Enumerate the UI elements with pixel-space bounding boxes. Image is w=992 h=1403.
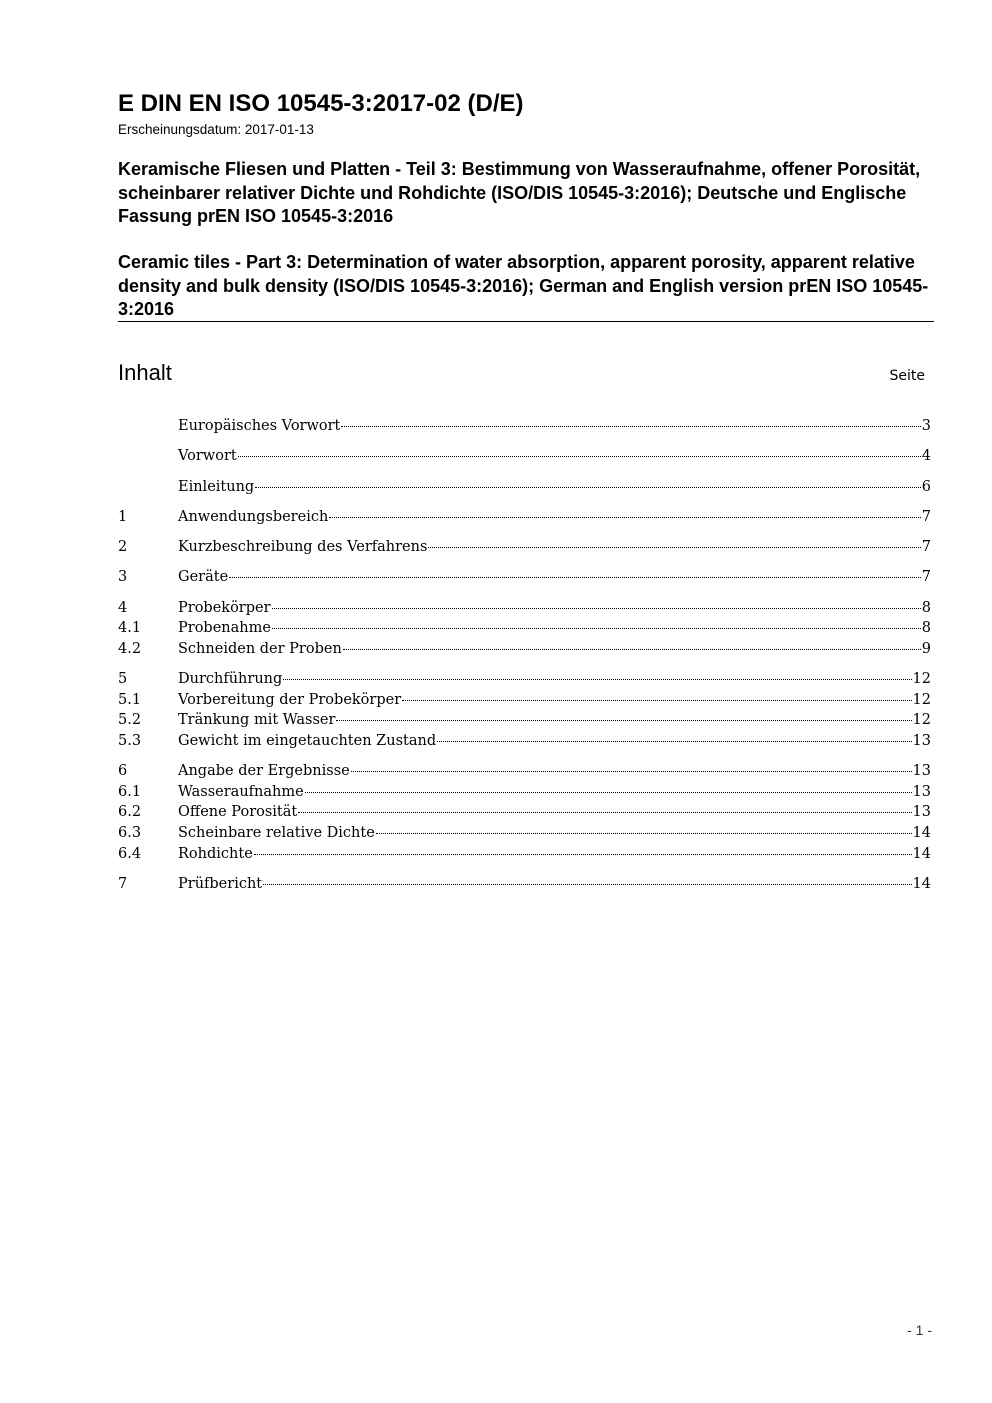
toc-entry-title: Angabe der Ergebnisse xyxy=(178,763,350,780)
publication-date: Erscheinungsdatum: 2017-01-13 xyxy=(118,122,314,137)
toc-entry-number: 1 xyxy=(118,508,128,525)
toc-entry-page: 3 xyxy=(921,418,931,434)
toc-entry-page: 9 xyxy=(921,640,931,657)
title-german: Keramische Fliesen und Platten - Teil 3: Bestimmung von Wasseraufnahme, offener Porosität, scheinbarer relativer Dichte und Rohdichte (ISO/DIS 10545-3:2016); Deutsche und Englische Fassung prEN ISO 10545-3:2016 xyxy=(118,159,921,226)
toc-entry-title: Prüfbericht xyxy=(178,875,263,892)
toc-leader-dots xyxy=(341,426,920,427)
title-divider xyxy=(118,321,934,322)
toc-entry[interactable] xyxy=(118,446,931,467)
toc-entry-number: 6.1 xyxy=(118,783,142,800)
toc-entry-title: Kurzbeschreibung des Verfahrens xyxy=(178,539,428,556)
toc-page-column-label: Seite xyxy=(889,368,925,384)
toc-entry[interactable] xyxy=(118,844,931,865)
toc-entry-number: 6 xyxy=(118,763,128,780)
toc-entry-title: Durchführung xyxy=(178,671,283,688)
toc-entry[interactable] xyxy=(118,507,931,528)
toc-entry-page: 8 xyxy=(921,620,931,637)
toc-entry[interactable] xyxy=(118,618,931,639)
toc-entry-number: 4.1 xyxy=(118,620,142,637)
toc-leader-dots xyxy=(351,771,912,772)
toc-entry[interactable] xyxy=(118,598,931,619)
toc-entry-page: 7 xyxy=(921,539,931,556)
toc-entry-title: Offene Porosität xyxy=(178,804,298,821)
toc-leader-dots xyxy=(229,577,921,578)
toc-entry[interactable] xyxy=(118,477,931,498)
toc-entry-page: 4 xyxy=(921,448,931,465)
toc-entry-title: Vorwort xyxy=(178,448,237,465)
toc-entry-number: 3 xyxy=(118,569,128,586)
page-number: - 1 - xyxy=(907,1322,932,1338)
toc-entry-title: Einleitung xyxy=(178,478,255,495)
toc-entry[interactable] xyxy=(118,782,931,803)
toc-leader-dots xyxy=(238,456,921,457)
toc-entry-number: 5.2 xyxy=(118,712,142,729)
toc-entry[interactable] xyxy=(118,731,931,752)
toc-leader-dots xyxy=(298,812,911,813)
toc-entry-number: 4.2 xyxy=(118,640,142,657)
toc-entry[interactable] xyxy=(118,761,931,782)
toc-entry[interactable] xyxy=(118,416,931,437)
toc-entry-page: 12 xyxy=(912,691,931,708)
toc-entry-title: Schneiden der Proben xyxy=(178,640,342,657)
toc-leader-dots xyxy=(329,517,920,518)
toc-entry[interactable] xyxy=(118,874,931,895)
toc-entry[interactable] xyxy=(118,690,931,711)
toc-entry[interactable] xyxy=(118,823,931,844)
title-english: Ceramic tiles - Part 3: Determination of water absorption, apparent porosity, apparent relative density and bulk density (ISO/DIS 10545-3:2016); German and English version prEN ISO 10545-3:2016 xyxy=(118,252,929,319)
toc-entry-page: 13 xyxy=(912,804,931,821)
toc-leader-dots xyxy=(305,792,912,793)
toc-leader-dots xyxy=(283,679,911,680)
toc-leader-dots xyxy=(376,833,912,834)
toc-leader-dots xyxy=(336,720,911,721)
toc-leader-dots xyxy=(428,547,920,548)
toc-entry-number: 6.2 xyxy=(118,804,142,821)
toc-entry-number: 5 xyxy=(118,671,128,688)
toc-entry-title: Vorbereitung der Probekörper xyxy=(178,691,402,708)
toc-entry-title: Geräte xyxy=(178,569,229,586)
toc-entry-page: 7 xyxy=(921,508,931,525)
toc-entry-page: 14 xyxy=(912,825,931,841)
toc-entry-page: 13 xyxy=(912,763,931,780)
toc-entry-number: 6.4 xyxy=(118,845,142,862)
toc-leader-dots xyxy=(437,741,911,742)
toc-entry-page: 7 xyxy=(921,569,931,586)
toc-entry-title: Wasseraufnahme xyxy=(178,783,304,800)
toc-entry-title: Europäisches Vorwort xyxy=(178,418,341,434)
toc-entry-title: Probekörper xyxy=(178,599,271,616)
toc-entry-page: 13 xyxy=(912,783,931,800)
toc-entry-title: Anwendungsbereich xyxy=(178,508,329,525)
toc-entry-page: 12 xyxy=(912,671,931,688)
toc-entry-page: 8 xyxy=(921,599,931,616)
document-id: E DIN EN ISO 10545-3:2017-02 (D/E) xyxy=(118,90,524,117)
toc-entry-page: 6 xyxy=(921,478,931,495)
toc-entry-title: Scheinbare relative Dichte xyxy=(178,825,375,841)
toc-entry[interactable] xyxy=(118,567,931,588)
toc-entry-page: 14 xyxy=(912,875,931,892)
toc-entry-number: 7 xyxy=(118,875,128,892)
toc-leader-dots xyxy=(343,649,921,650)
toc-leader-dots xyxy=(255,487,921,488)
toc-entry[interactable] xyxy=(118,802,931,823)
toc-entry[interactable] xyxy=(118,710,931,731)
toc-entry[interactable] xyxy=(118,669,931,690)
toc-leader-dots xyxy=(402,700,911,701)
toc-entry[interactable] xyxy=(118,537,931,558)
toc-leader-dots xyxy=(272,608,921,609)
toc-entry-number: 2 xyxy=(118,539,128,556)
toc-leader-dots xyxy=(272,628,921,629)
toc-entry-number: 5.1 xyxy=(118,691,142,708)
toc-heading: Inhalt xyxy=(118,360,172,385)
toc-entry-page: 12 xyxy=(912,712,931,729)
toc-leader-dots xyxy=(254,854,912,855)
toc-entry-page: 14 xyxy=(912,845,931,862)
toc-entry[interactable] xyxy=(118,639,931,660)
toc-entry-number: 5.3 xyxy=(118,732,142,749)
toc-entry-number: 6.3 xyxy=(118,825,142,841)
toc-entry-number: 4 xyxy=(118,599,128,616)
toc-entry-page: 13 xyxy=(912,732,931,749)
toc-entry-title: Probenahme xyxy=(178,620,271,637)
toc-entry-title: Rohdichte xyxy=(178,845,253,862)
table-of-contents xyxy=(118,416,931,894)
toc-entry-title: Tränkung mit Wasser xyxy=(178,712,336,729)
toc-leader-dots xyxy=(263,884,911,885)
toc-entry-title: Gewicht im eingetauchten Zustand xyxy=(178,732,437,749)
